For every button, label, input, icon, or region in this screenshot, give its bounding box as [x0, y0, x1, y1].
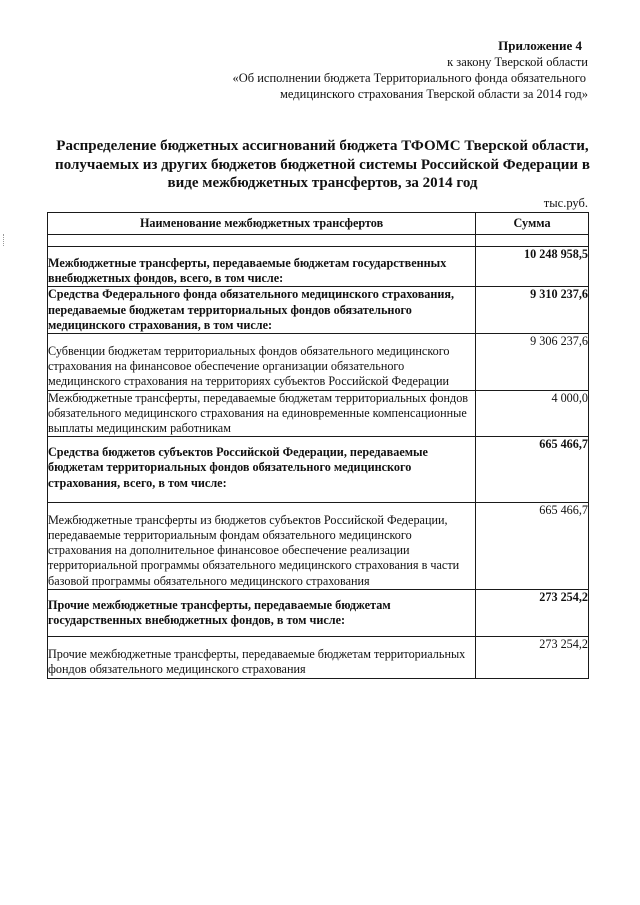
- row-sum-cell: 665 466,7: [476, 437, 589, 503]
- appendix-law-line: к закону Тверской области: [447, 55, 588, 69]
- row-sum-cell: 273 254,2: [476, 637, 589, 678]
- column-header-name: Наименование межбюджетных трансфертов: [48, 213, 476, 235]
- row-sum-cell: 665 466,7: [476, 502, 589, 589]
- row-name-cell: Средства Федерального фонда обязательного медицинского страхования, передаваемые бюджетам территориальных фондов обязательного медицинского страхования, в том числе:: [48, 287, 476, 334]
- column-header-sum: Сумма: [476, 213, 589, 235]
- scan-margin-mark: [3, 234, 6, 246]
- table-row: [48, 390, 589, 437]
- table-row: [48, 247, 589, 287]
- row-name-cell: Межбюджетные трансферты, передаваемые бюджетам территориальных фондов обязательного медицинского страхования на единовременные компенсационные выплаты медицинским работникам: [48, 390, 476, 437]
- row-sum-cell: 273 254,2: [476, 589, 589, 636]
- row-sum-cell: 10 248 958,5: [476, 247, 589, 287]
- appendix-title: Приложение 4: [498, 38, 582, 53]
- appendix-law-name-line2: медицинского страхования Тверской области за 2014 год»: [279, 87, 588, 101]
- spacer-cell: [48, 235, 476, 247]
- table-spacer-row: [48, 235, 589, 247]
- row-name-cell: Прочие межбюджетные трансферты, передаваемые бюджетам территориальных фондов обязательного медицинского страхования: [48, 637, 476, 678]
- appendix-header: [168, 38, 588, 102]
- table-header-row: [48, 213, 589, 235]
- row-name-cell: Средства бюджетов субъектов Российской Федерации, передаваемые бюджетам территориальных фондов обязательного медицинского страхования, всего, в том числе:: [48, 437, 476, 503]
- document-title: Распределение бюджетных ассигнований бюджета ТФОМС Тверской области, получаемых из других бюджетов бюджетной системы Российской Федерации в виде межбюджетных трансфертов, за 2014 год: [55, 138, 590, 191]
- table-row: [48, 502, 589, 589]
- table-row: [48, 437, 589, 503]
- row-name-cell: Прочие межбюджетные трансферты, передаваемые бюджетам государственных внебюджетных фондов, в том числе:: [48, 589, 476, 636]
- row-name-cell: Межбюджетные трансферты, передаваемые бюджетам государственных внебюджетных фондов, всего, в том числе:: [48, 247, 476, 287]
- row-sum-cell: 4 000,0: [476, 390, 589, 437]
- table-row: [48, 287, 589, 334]
- table-row: [48, 637, 589, 678]
- table-row: [48, 589, 589, 636]
- row-sum-cell: 9 306 237,6: [476, 334, 589, 391]
- spacer-cell: [476, 235, 589, 247]
- units-label: тыс.руб.: [543, 196, 588, 210]
- row-sum-cell: 9 310 237,6: [476, 287, 589, 334]
- appendix-law-name-line1: «Об исполнении бюджета Территориального фонда обязательного: [232, 71, 586, 85]
- transfers-table: [47, 212, 589, 679]
- table-row: [48, 334, 589, 391]
- row-name-cell: Межбюджетные трансферты из бюджетов субъектов Российской Федерации, передаваемые территориальным фондам обязательного медицинского страхования на дополнительное финансовое обеспечение реализации территориальной программы обязательного медицинского страхования в части базовой программы обязательного медицинского страхования: [48, 502, 476, 589]
- row-name-cell: Субвенции бюджетам территориальных фондов обязательного медицинского страхования на финансовое обеспечение организации обязательного медицинского страхования на территориях субъектов Российской Федерации: [48, 334, 476, 391]
